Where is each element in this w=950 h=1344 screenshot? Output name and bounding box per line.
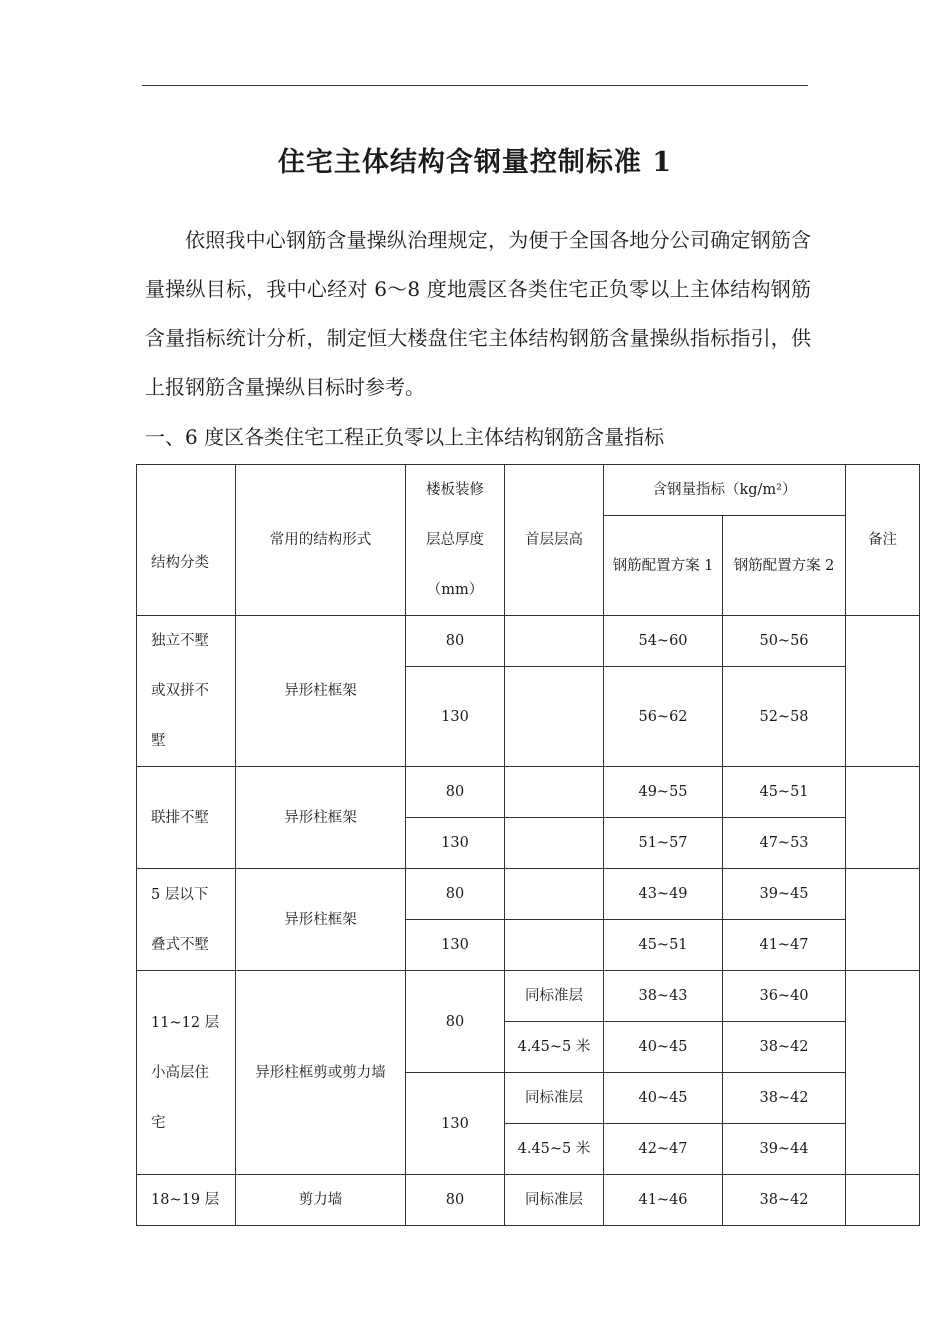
cell-plan-1: 49~55 — [604, 767, 723, 818]
cell-first-floor-height: 同标准层 — [505, 1175, 604, 1226]
cell-thickness: 130 — [406, 818, 505, 869]
cell-remark — [846, 971, 920, 1175]
cell-first-floor-height: 4.45~5 米 — [505, 1124, 604, 1175]
cell-first-floor-height — [505, 767, 604, 818]
cell-plan-1: 45~51 — [604, 920, 723, 971]
row-structure-form: 异形柱框架 — [236, 616, 406, 767]
section-heading: 一、6 度区各类住宅工程正负零以上主体结构钢筋含量指标 — [145, 425, 665, 449]
header-rule — [142, 85, 808, 86]
header-first-floor-height: 首层层高 — [505, 465, 604, 616]
header-plan-1: 钢筋配置方案 1 — [604, 516, 723, 616]
cell-thickness: 80 — [406, 971, 505, 1073]
cell-first-floor-height — [505, 920, 604, 971]
cell-remark — [846, 767, 920, 869]
row-category: 18~19 层 — [137, 1175, 236, 1226]
cell-thickness: 80 — [406, 869, 505, 920]
cell-remark — [846, 616, 920, 767]
row-structure-form: 异形柱框剪或剪力墙 — [236, 971, 406, 1175]
document-title: 住宅主体结构含钢量控制标准 1 — [277, 147, 673, 178]
cell-plan-2: 41~47 — [723, 920, 846, 971]
cell-thickness: 80 — [406, 616, 505, 667]
cell-plan-1: 54~60 — [604, 616, 723, 667]
cell-plan-1: 41~46 — [604, 1175, 723, 1226]
cell-plan-2: 38~42 — [723, 1073, 846, 1124]
cell-plan-1: 51~57 — [604, 818, 723, 869]
cell-plan-1: 40~45 — [604, 1073, 723, 1124]
cell-first-floor-height — [505, 818, 604, 869]
cell-first-floor-height: 同标准层 — [505, 971, 604, 1022]
row-structure-form: 剪力墙 — [236, 1175, 406, 1226]
cell-plan-1: 56~62 — [604, 667, 723, 767]
intro-paragraph — [145, 216, 811, 412]
cell-plan-2: 47~53 — [723, 818, 846, 869]
header-remark: 备注 — [846, 465, 920, 616]
row-category: 独立不墅或双拼不墅 — [137, 616, 236, 767]
header-structure-form: 常用的结构形式 — [236, 465, 406, 616]
cell-remark — [846, 1175, 920, 1226]
cell-thickness: 80 — [406, 767, 505, 818]
cell-first-floor-height: 同标准层 — [505, 1073, 604, 1124]
row-category: 11~12 层小高层住宅 — [137, 971, 236, 1175]
row-structure-form: 异形柱框架 — [236, 869, 406, 971]
cell-first-floor-height — [505, 869, 604, 920]
intro-text: 依照我中心钢筋含量操纵治理规定，为便于全国各地分公司确定钢筋含量操纵目标，我中心经对 6～8 度地震区各类住宅正负零以上主体结构钢筋含量指标统计分析，制定恒大楼盘住宅主体结构钢筋含量操纵指标指引，供上报钢筋含量操纵目标时参考。 — [145, 228, 811, 399]
row-category: 5 层以下叠式不墅 — [137, 869, 236, 971]
cell-plan-2: 39~45 — [723, 869, 846, 920]
cell-thickness: 130 — [406, 667, 505, 767]
cell-thickness: 130 — [406, 920, 505, 971]
header-steel-index: 含钢量指标（kg/m²） — [604, 465, 846, 516]
cell-thickness: 130 — [406, 1073, 505, 1175]
header-thickness: 楼板装修层总厚度（mm） — [406, 465, 505, 616]
cell-plan-1: 42~47 — [604, 1124, 723, 1175]
cell-plan-2: 50~56 — [723, 616, 846, 667]
cell-plan-2: 45~51 — [723, 767, 846, 818]
steel-content-table — [136, 464, 920, 1226]
cell-plan-2: 38~42 — [723, 1022, 846, 1073]
cell-plan-2: 39~44 — [723, 1124, 846, 1175]
cell-plan-2: 38~42 — [723, 1175, 846, 1226]
cell-first-floor-height: 4.45~5 米 — [505, 1022, 604, 1073]
row-structure-form: 异形柱框架 — [236, 767, 406, 869]
header-category: 结构分类 — [137, 465, 236, 616]
cell-first-floor-height — [505, 616, 604, 667]
cell-thickness: 80 — [406, 1175, 505, 1226]
cell-plan-1: 38~43 — [604, 971, 723, 1022]
cell-plan-2: 36~40 — [723, 971, 846, 1022]
cell-plan-2: 52~58 — [723, 667, 846, 767]
cell-plan-1: 43~49 — [604, 869, 723, 920]
cell-first-floor-height — [505, 667, 604, 767]
cell-remark — [846, 869, 920, 971]
header-plan-2: 钢筋配置方案 2 — [723, 516, 846, 616]
row-category: 联排不墅 — [137, 767, 236, 869]
cell-plan-1: 40~45 — [604, 1022, 723, 1073]
